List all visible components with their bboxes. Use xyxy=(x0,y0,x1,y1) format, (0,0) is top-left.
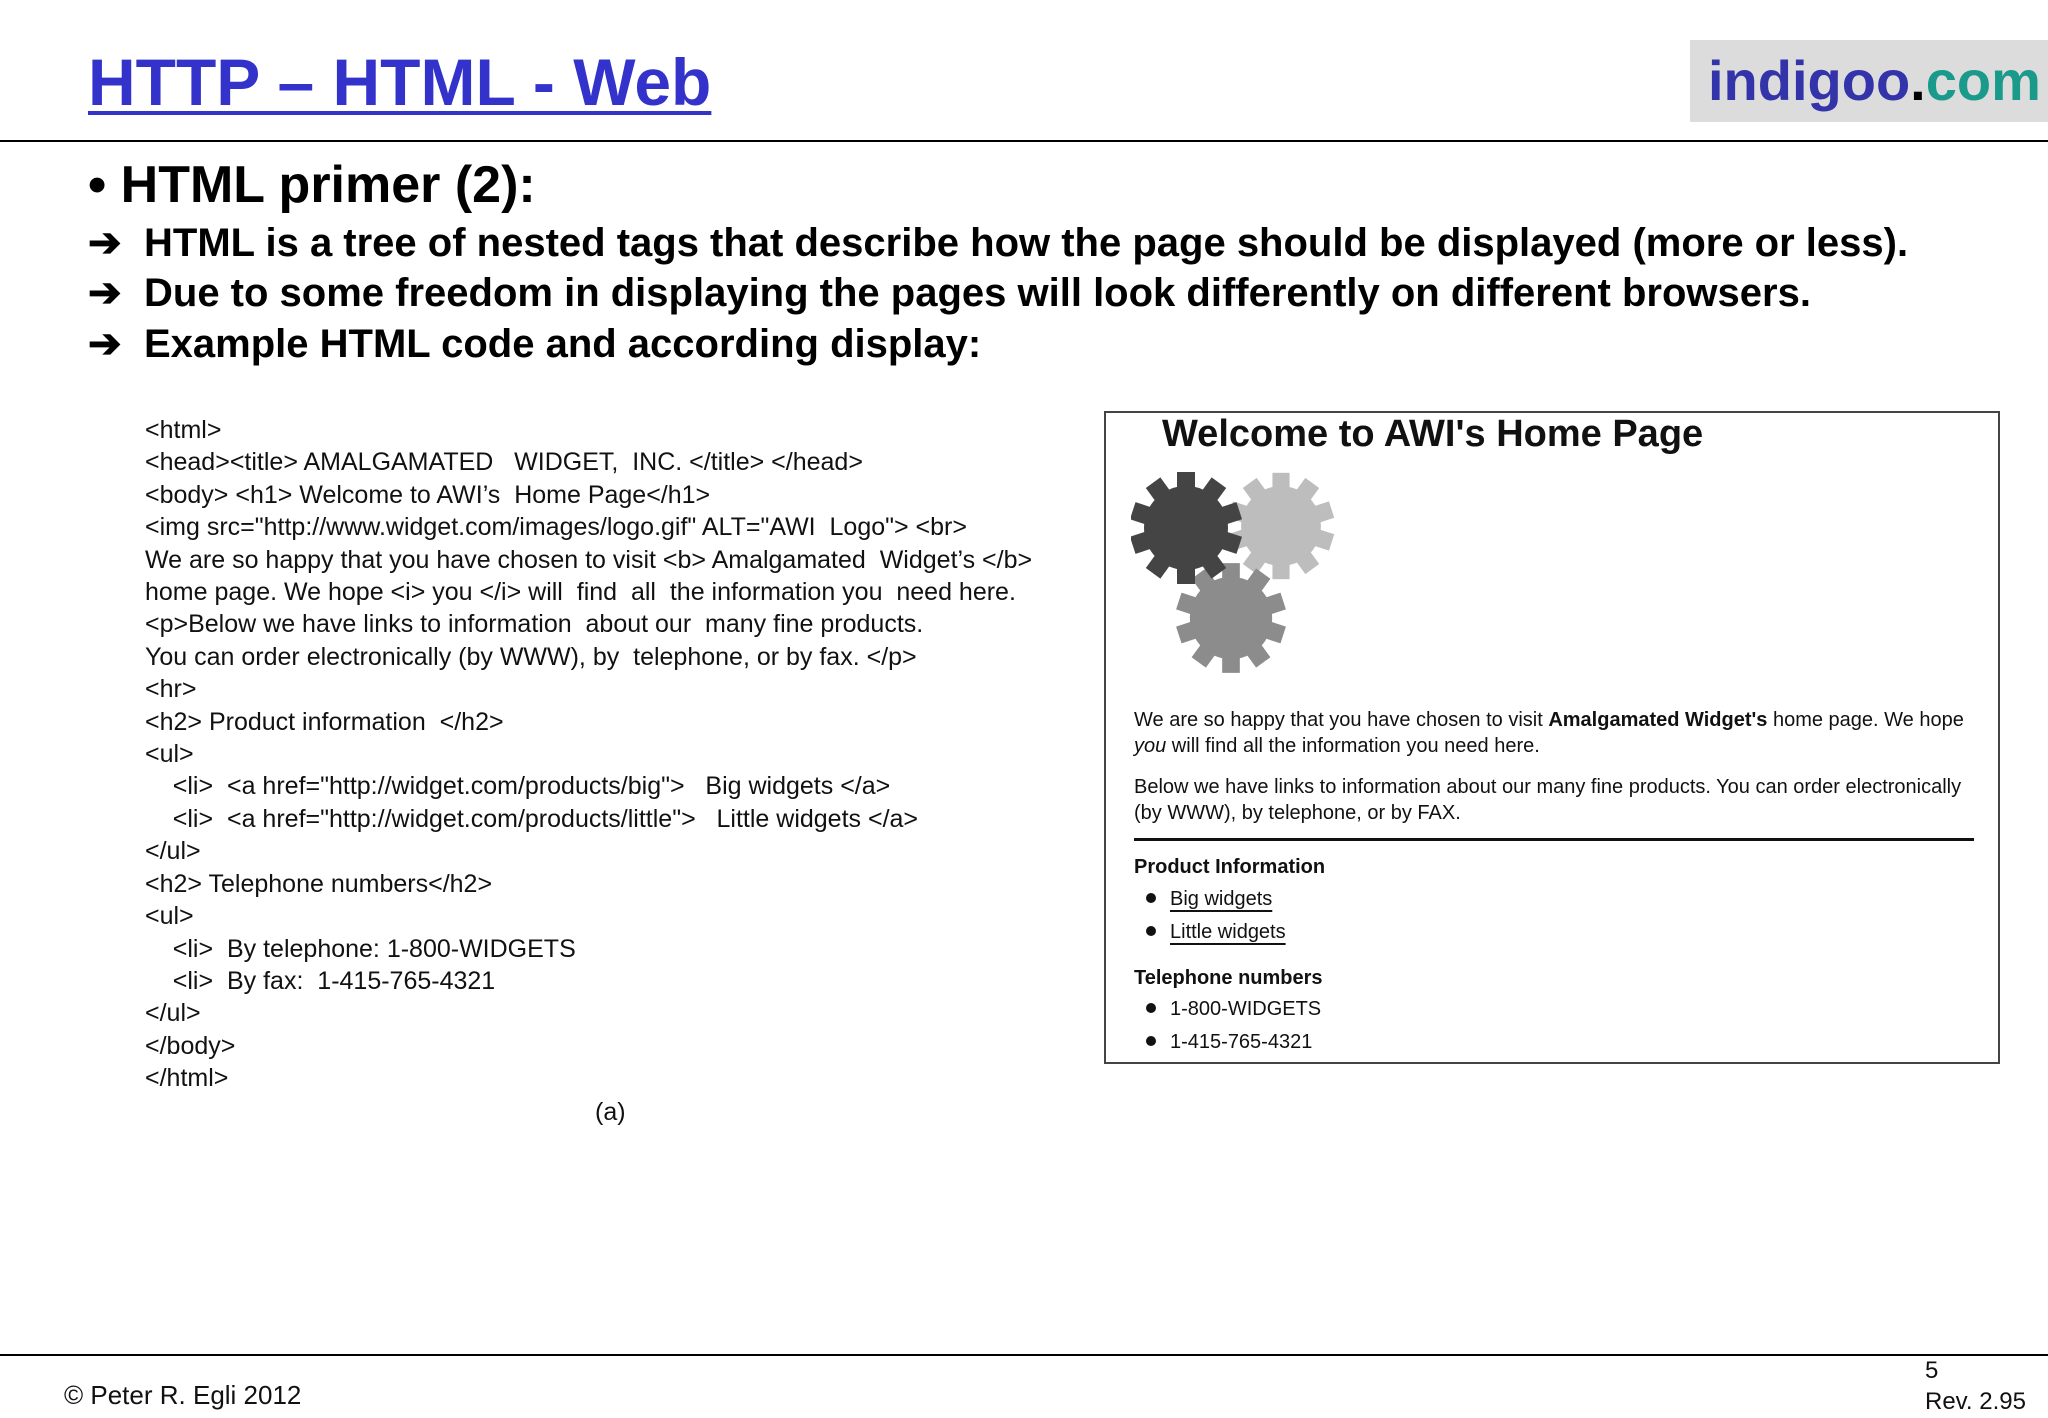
rendered-hr xyxy=(1134,838,1974,841)
bullet-dot xyxy=(1146,926,1156,936)
point-3-text: Example HTML code and according display: xyxy=(144,322,982,366)
code-line: <li> <a href="http://widget.com/products/big"> Big widgets </a> xyxy=(145,772,891,801)
arrow-icon: ➔ xyxy=(88,271,122,315)
p1-text-e: will find all the information you need here. xyxy=(1166,735,1540,757)
bullet-dot xyxy=(1146,1003,1156,1013)
main-bullet: • HTML primer (2): xyxy=(88,156,536,214)
code-line: <li> By fax: 1-415-765-4321 xyxy=(145,966,496,995)
code-line: <p>Below we have links to information about our many fine products. xyxy=(145,610,924,639)
code-line: <head><title> AMALGAMATED WIDGET, INC. </title> </head> xyxy=(145,448,863,477)
rendered-paragraph-1 xyxy=(1134,707,1984,759)
code-line: </ul> xyxy=(145,999,201,1028)
code-line: <hr> xyxy=(145,675,197,704)
arrow-icon: ➔ xyxy=(88,322,122,366)
rendered-page-box xyxy=(1104,411,2000,1064)
logo-part-com: com xyxy=(1925,49,2041,112)
page-number: 5 xyxy=(1925,1357,1939,1384)
list-item xyxy=(1146,921,1286,944)
indigoo-logo xyxy=(1690,40,2048,122)
code-line: <img src="http://www.widget.com/images/logo.gif" ALT="AWI Logo"> <br> xyxy=(145,513,967,542)
point-2 xyxy=(88,270,1811,316)
rendered-h2-phone: Telephone numbers xyxy=(1134,967,1323,989)
bullet-dot xyxy=(1146,1036,1156,1046)
p1-bold-text: Amalgamated Widget's xyxy=(1548,709,1768,731)
p1-italic-text: you xyxy=(1134,735,1167,757)
rendered-paragraph-2: Below we have links to information about our many fine products. You can order electronically (by WWW), by telephone, or by FAX. xyxy=(1134,776,1962,824)
html-code-listing xyxy=(145,414,1032,1095)
code-line: <li> <a href="http://widget.com/products/little"> Little widgets </a> xyxy=(145,804,919,833)
footer-divider xyxy=(0,1354,2048,1356)
p1-text-c: home page. We hope xyxy=(1767,709,1964,731)
logo-part-indigoo: indigoo xyxy=(1708,49,1911,112)
code-line: <ul> xyxy=(145,902,194,931)
code-line: <li> By telephone: 1-800-WIDGETS xyxy=(145,934,576,963)
point-2-text: Due to some freedom in displaying the pages will look differently on different browsers. xyxy=(144,271,1811,315)
list-item xyxy=(1146,1031,1312,1054)
revision: Rev. 2.95 xyxy=(1925,1388,2026,1415)
little-widgets-link[interactable]: Little widgets xyxy=(1170,921,1286,943)
point-3 xyxy=(88,321,981,367)
fax-number: 1-415-765-4321 xyxy=(1170,1031,1313,1053)
arrow-icon: ➔ xyxy=(88,221,122,265)
header-divider xyxy=(0,140,2048,142)
code-line: <ul> xyxy=(145,740,194,769)
copyright: © Peter R. Egli 2012 xyxy=(64,1380,302,1410)
code-line: home page. We hope <i> you </i> will find all the information you need here. xyxy=(145,578,1016,607)
code-line: <body> <h1> Welcome to AWI’s Home Page</h1> xyxy=(145,480,711,509)
code-line: We are so happy that you have chosen to visit <b> Amalgamated Widget’s </b> xyxy=(145,545,1033,574)
list-item xyxy=(1146,888,1272,911)
phone-number: 1-800-WIDGETS xyxy=(1170,998,1322,1020)
point-1 xyxy=(88,220,1908,266)
code-line: </html> xyxy=(145,1064,229,1093)
rendered-h2-products: Product Information xyxy=(1134,856,1326,878)
code-line: <h2> Product information </h2> xyxy=(145,707,504,736)
list-item xyxy=(1146,998,1321,1021)
point-1-text: HTML is a tree of nested tags that describe how the page should be displayed (more or less). xyxy=(144,221,1909,265)
code-line: </body> xyxy=(145,1031,236,1060)
code-caption: (a) xyxy=(595,1098,626,1126)
logo-part-dot: . xyxy=(1910,49,1926,112)
rendered-heading: Welcome to AWI's Home Page xyxy=(1162,413,1704,455)
big-widgets-link[interactable]: Big widgets xyxy=(1170,888,1273,910)
code-line: You can order electronically (by WWW), by telephone, or by fax. </p> xyxy=(145,642,917,671)
gears-logo-image xyxy=(1131,463,1361,693)
code-line: <html> xyxy=(145,416,222,444)
code-line: </ul> xyxy=(145,837,201,866)
slide-title: HTTP – HTML - Web xyxy=(88,45,712,119)
bullet-dot xyxy=(1146,893,1156,903)
code-line: <h2> Telephone numbers</h2> xyxy=(145,869,493,898)
p1-text-a: We are so happy that you have chosen to visit xyxy=(1134,709,1549,731)
